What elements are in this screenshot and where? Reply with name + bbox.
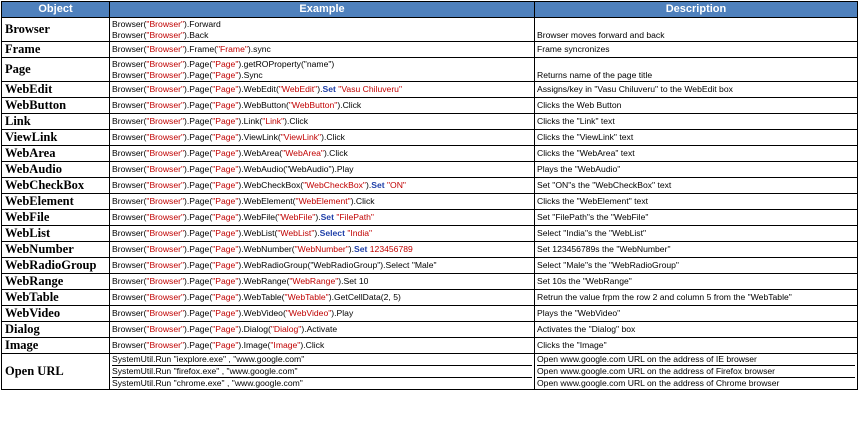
string-literal: "Browser" bbox=[146, 276, 185, 286]
description-line: Clicks the "WebElement" text bbox=[537, 196, 649, 206]
code-text: SystemUtil.Run "firefox.exe" , "www.google.com" bbox=[112, 366, 298, 376]
code-text: Browser( bbox=[112, 276, 147, 286]
description-line: Set "ON"s the "WebCheckBox" text bbox=[537, 180, 672, 190]
code-text: ).Page( bbox=[184, 84, 213, 94]
table-row bbox=[2, 274, 858, 290]
object-cell: Image bbox=[2, 338, 110, 354]
table-row bbox=[2, 98, 858, 114]
code-line bbox=[112, 180, 532, 191]
qtp-objects-table bbox=[1, 1, 858, 390]
code-text: ).Click bbox=[323, 148, 348, 158]
description-cell bbox=[535, 146, 858, 162]
code-text: Browser( bbox=[112, 260, 147, 270]
string-literal: "Page" bbox=[212, 164, 239, 174]
string-literal: "WebButton" bbox=[288, 100, 338, 110]
code-line bbox=[112, 365, 532, 377]
description-cell bbox=[535, 242, 858, 258]
description-line: Select "India"s the "WebList" bbox=[537, 228, 647, 238]
object-cell: WebButton bbox=[2, 98, 110, 114]
string-literal: "Page" bbox=[212, 324, 239, 334]
keyword: Set bbox=[322, 84, 336, 94]
string-literal: "WebArea" bbox=[282, 148, 324, 158]
object-cell: Open URL bbox=[2, 354, 110, 390]
string-literal: "WebRange" bbox=[289, 276, 339, 286]
code-text: ).Page( bbox=[184, 69, 213, 80]
description-line: Open www.google.com URL on the address of Chrome browser bbox=[537, 377, 855, 389]
description-cell bbox=[535, 82, 858, 98]
code-text: ).WebRange( bbox=[238, 276, 290, 286]
code-text: ).Page( bbox=[184, 324, 213, 334]
code-text: ).WebElement( bbox=[238, 196, 296, 206]
code-text: ).WebButton( bbox=[238, 100, 289, 110]
string-literal: "Page" bbox=[212, 58, 239, 69]
table-row bbox=[2, 322, 858, 338]
code-text: ).WebNumber( bbox=[238, 244, 295, 254]
example-cell bbox=[110, 210, 535, 226]
string-literal: 123456789 bbox=[369, 244, 413, 254]
example-cell bbox=[110, 114, 535, 130]
code-text: Browser( bbox=[112, 69, 147, 80]
code-text: ).Page( bbox=[184, 260, 213, 270]
code-text: Browser( bbox=[112, 18, 147, 29]
code-text: Browser( bbox=[112, 196, 147, 206]
string-literal: "Browser" bbox=[146, 116, 185, 126]
code-text: ).Page( bbox=[184, 132, 213, 142]
code-text: ).Link( bbox=[238, 116, 263, 126]
code-text: ).WebTable( bbox=[238, 292, 285, 302]
code-line bbox=[112, 228, 532, 239]
code-text: SystemUtil.Run "chrome.exe" , "www.google.com" bbox=[112, 378, 303, 388]
description-line: Open www.google.com URL on the address of IE browser bbox=[537, 354, 757, 364]
description-line: Clicks the "WebArea" text bbox=[537, 148, 635, 158]
description-line: Set 123456789s the "WebNumber" bbox=[537, 244, 671, 254]
description-cell bbox=[535, 42, 858, 58]
table-row bbox=[2, 162, 858, 178]
code-line bbox=[112, 260, 532, 271]
code-text: ).Page( bbox=[184, 308, 213, 318]
object-cell: Frame bbox=[2, 42, 110, 58]
example-cell bbox=[110, 162, 535, 178]
code-text: ).Page( bbox=[184, 276, 213, 286]
object-cell: WebRadioGroup bbox=[2, 258, 110, 274]
string-literal: "Page" bbox=[212, 180, 239, 190]
string-literal: "Browser" bbox=[146, 180, 185, 190]
example-column-header: Example bbox=[110, 2, 535, 18]
string-literal: "Page" bbox=[212, 276, 239, 286]
description-line: Plays the "WebAudio" bbox=[537, 164, 621, 174]
code-text: ).Click bbox=[300, 340, 325, 350]
code-text: ).Activate bbox=[301, 324, 338, 334]
example-cell bbox=[110, 306, 535, 322]
description-cell bbox=[535, 18, 858, 42]
table-row bbox=[2, 354, 858, 390]
string-literal: "Browser" bbox=[146, 58, 185, 69]
string-literal: "Page" bbox=[212, 100, 239, 110]
object-cell: Dialog bbox=[2, 322, 110, 338]
string-literal: "Page" bbox=[212, 212, 239, 222]
code-text: ). bbox=[365, 180, 372, 190]
string-literal: "Browser" bbox=[146, 260, 185, 270]
table-row bbox=[2, 290, 858, 306]
description-cell bbox=[535, 338, 858, 354]
object-cell: WebTable bbox=[2, 290, 110, 306]
description-cell bbox=[535, 258, 858, 274]
description-line: Select "Male"s the "WebRadioGroup" bbox=[537, 260, 679, 270]
string-literal: "Browser" bbox=[146, 292, 185, 302]
string-literal: "Vasu Chiluveru" bbox=[338, 84, 403, 94]
code-text: ).Play bbox=[331, 308, 354, 318]
code-line bbox=[112, 70, 532, 81]
code-text: ).Click bbox=[350, 196, 375, 206]
code-text: ). bbox=[315, 212, 321, 222]
code-text: ).sync bbox=[247, 44, 271, 54]
example-cell bbox=[110, 290, 535, 306]
string-literal: "Page" bbox=[212, 292, 239, 302]
string-literal: "Page" bbox=[212, 340, 239, 350]
description-line: Clicks the "Link" text bbox=[537, 116, 615, 126]
code-text: ).Page( bbox=[184, 212, 213, 222]
code-text: ).Dialog( bbox=[238, 324, 271, 334]
example-cell bbox=[110, 98, 535, 114]
code-text: ). bbox=[317, 84, 323, 94]
code-line bbox=[112, 148, 532, 159]
example-cell bbox=[110, 322, 535, 338]
string-literal: "WebFile" bbox=[277, 212, 316, 222]
example-cell bbox=[110, 178, 535, 194]
example-cell bbox=[110, 58, 535, 82]
description-line: Returns name of the page title bbox=[537, 69, 653, 80]
code-text: ).Click bbox=[337, 100, 362, 110]
code-text: ).Click bbox=[321, 132, 345, 142]
description-line: Frame syncronizes bbox=[537, 44, 610, 54]
code-text: ).getROProperty("name") bbox=[238, 58, 335, 69]
keyword: Set bbox=[371, 180, 385, 190]
code-text: ).Page( bbox=[184, 180, 213, 190]
description-line: Retrun the value frpm the row 2 and column 5 from the "WebTable" bbox=[537, 292, 792, 302]
code-text: SystemUtil.Run "iexplore.exe" , "www.google.com" bbox=[112, 354, 305, 364]
string-literal: "WebCheckBox" bbox=[303, 180, 366, 190]
description-cell bbox=[535, 226, 858, 242]
description-cell bbox=[535, 194, 858, 210]
string-literal: "Browser" bbox=[146, 228, 185, 238]
description-line: Set "FilePath"s the "WebFile" bbox=[537, 212, 649, 222]
description-cell bbox=[535, 58, 858, 82]
example-cell bbox=[110, 130, 535, 146]
code-text: Browser( bbox=[112, 180, 147, 190]
object-cell: Page bbox=[2, 58, 110, 82]
example-cell bbox=[110, 194, 535, 210]
description-cell bbox=[535, 290, 858, 306]
string-literal: "WebTable" bbox=[284, 292, 329, 302]
table-row bbox=[2, 210, 858, 226]
code-line bbox=[112, 116, 532, 127]
code-text: ).Page( bbox=[184, 164, 213, 174]
table-row bbox=[2, 242, 858, 258]
code-text: ).Frame( bbox=[184, 44, 217, 54]
code-line bbox=[112, 324, 532, 335]
object-cell: WebList bbox=[2, 226, 110, 242]
object-cell: WebCheckBox bbox=[2, 178, 110, 194]
example-cell bbox=[110, 354, 535, 390]
table-row bbox=[2, 258, 858, 274]
string-literal: "WebEdit" bbox=[278, 84, 318, 94]
code-line bbox=[112, 164, 532, 175]
code-text: ).WebList( bbox=[238, 228, 278, 238]
string-literal: "WebNumber" bbox=[294, 244, 349, 254]
code-text: Browser( bbox=[112, 84, 147, 94]
code-text: ).Click bbox=[284, 116, 309, 126]
table-row bbox=[2, 194, 858, 210]
description-line: Open www.google.com URL on the address of Firefox browser bbox=[537, 365, 855, 377]
object-cell: WebEdit bbox=[2, 82, 110, 98]
string-literal: "Browser" bbox=[146, 308, 185, 318]
description-line bbox=[537, 19, 855, 30]
code-text: ).WebEdit( bbox=[238, 84, 279, 94]
description-cell bbox=[535, 178, 858, 194]
code-text: ).Page( bbox=[184, 340, 213, 350]
example-cell bbox=[110, 226, 535, 242]
table-body bbox=[2, 18, 858, 390]
table-row bbox=[2, 226, 858, 242]
table-row bbox=[2, 82, 858, 98]
keyword: Set bbox=[354, 244, 368, 254]
code-line bbox=[112, 132, 532, 143]
string-literal: "Frame" bbox=[216, 44, 248, 54]
description-line: Clicks the Web Button bbox=[537, 100, 622, 110]
string-literal: "Browser" bbox=[146, 324, 185, 334]
code-text: Browser( bbox=[112, 340, 147, 350]
string-literal: "ON" bbox=[386, 180, 406, 190]
code-text: Browser( bbox=[112, 44, 147, 54]
object-cell: WebElement bbox=[2, 194, 110, 210]
string-literal: "WebList" bbox=[277, 228, 315, 238]
string-literal: "Page" bbox=[212, 69, 239, 80]
object-cell: WebNumber bbox=[2, 242, 110, 258]
code-line bbox=[112, 377, 532, 389]
object-cell: Browser bbox=[2, 18, 110, 42]
string-literal: "Page" bbox=[212, 84, 239, 94]
code-text: ).WebFile( bbox=[238, 212, 278, 222]
string-literal: "Browser" bbox=[146, 340, 185, 350]
string-literal: "Page" bbox=[212, 244, 239, 254]
string-literal: "Page" bbox=[212, 308, 239, 318]
code-text: ).WebRadioGroup("WebRadioGroup").Select "Male" bbox=[238, 260, 437, 270]
string-literal: "Browser" bbox=[146, 69, 185, 80]
string-literal: "Page" bbox=[212, 196, 239, 206]
string-literal: "FilePath" bbox=[336, 212, 374, 222]
code-text: ). bbox=[348, 244, 355, 254]
example-cell bbox=[110, 242, 535, 258]
string-literal: "WebVideo" bbox=[285, 308, 332, 318]
code-line bbox=[112, 44, 532, 55]
code-text: ).ViewLink( bbox=[238, 132, 281, 142]
header-row bbox=[2, 2, 858, 18]
code-text: Browser( bbox=[112, 212, 147, 222]
string-literal: "Browser" bbox=[146, 148, 185, 158]
description-cell bbox=[535, 306, 858, 322]
description-line: Set 10s the "WebRange" bbox=[537, 276, 632, 286]
object-cell: ViewLink bbox=[2, 130, 110, 146]
code-text: ).Page( bbox=[184, 116, 213, 126]
example-cell bbox=[110, 42, 535, 58]
code-line bbox=[112, 196, 532, 207]
code-text: Browser( bbox=[112, 324, 147, 334]
string-literal: "Browser" bbox=[146, 244, 185, 254]
code-text: ).Page( bbox=[184, 196, 213, 206]
table-row bbox=[2, 338, 858, 354]
description-cell bbox=[535, 274, 858, 290]
object-cell: WebAudio bbox=[2, 162, 110, 178]
code-line bbox=[112, 19, 532, 30]
code-text: Browser( bbox=[112, 228, 147, 238]
code-line bbox=[112, 84, 532, 95]
object-cell: WebArea bbox=[2, 146, 110, 162]
code-text: Browser( bbox=[112, 244, 147, 254]
code-text: ).WebArea( bbox=[238, 148, 283, 158]
string-literal: "Link" bbox=[262, 116, 285, 126]
table-row bbox=[2, 58, 858, 82]
table-row bbox=[2, 42, 858, 58]
description-cell bbox=[535, 114, 858, 130]
description-cell bbox=[535, 354, 858, 390]
table-row bbox=[2, 130, 858, 146]
description-cell bbox=[535, 210, 858, 226]
code-text: ).Image( bbox=[238, 340, 271, 350]
table-row bbox=[2, 146, 858, 162]
table-row bbox=[2, 18, 858, 42]
code-text: ). bbox=[314, 228, 320, 238]
code-line bbox=[112, 276, 532, 287]
object-cell: WebFile bbox=[2, 210, 110, 226]
description-line: Assigns/key in "Vasu Chiluveru" to the WebEdit box bbox=[537, 84, 733, 94]
code-text: ).Back bbox=[184, 29, 209, 40]
string-literal: "Browser" bbox=[146, 18, 185, 29]
code-text: ).Page( bbox=[184, 244, 213, 254]
description-line: Clicks the "Image" bbox=[537, 340, 607, 350]
example-cell bbox=[110, 274, 535, 290]
table-row bbox=[2, 114, 858, 130]
keyword: Select bbox=[319, 228, 345, 238]
description-cell bbox=[535, 322, 858, 338]
code-text: ).GetCellData(2, 5) bbox=[328, 292, 401, 302]
code-text: Browser( bbox=[112, 164, 147, 174]
string-literal: "Image" bbox=[270, 340, 301, 350]
object-cell: WebVideo bbox=[2, 306, 110, 322]
description-cell bbox=[535, 130, 858, 146]
string-literal: "ViewLink" bbox=[280, 132, 322, 142]
object-column-header: Object bbox=[2, 2, 110, 18]
description-line bbox=[537, 59, 855, 70]
description-column-header: Description bbox=[535, 2, 858, 18]
string-literal: "Browser" bbox=[146, 132, 185, 142]
keyword: Set bbox=[320, 212, 334, 222]
example-cell bbox=[110, 338, 535, 354]
description-line: Clicks the "ViewLink" text bbox=[537, 132, 634, 142]
code-text: ).Page( bbox=[184, 228, 213, 238]
string-literal: "Browser" bbox=[146, 100, 185, 110]
example-cell bbox=[110, 146, 535, 162]
code-text: ).Sync bbox=[238, 69, 263, 80]
code-line bbox=[112, 354, 532, 365]
object-cell: WebRange bbox=[2, 274, 110, 290]
code-line bbox=[112, 30, 532, 41]
string-literal: "Page" bbox=[212, 148, 239, 158]
code-text: ).Forward bbox=[184, 18, 221, 29]
string-literal: "Page" bbox=[212, 228, 239, 238]
string-literal: "Browser" bbox=[146, 44, 185, 54]
description-line: Plays the "WebVideo" bbox=[537, 308, 621, 318]
code-text: Browser( bbox=[112, 148, 147, 158]
string-literal: "Page" bbox=[212, 260, 239, 270]
table-row bbox=[2, 306, 858, 322]
string-literal: "WebElement" bbox=[295, 196, 351, 206]
code-text: ).Set 10 bbox=[338, 276, 369, 286]
example-cell bbox=[110, 82, 535, 98]
code-line bbox=[112, 308, 532, 319]
code-text: Browser( bbox=[112, 29, 147, 40]
code-text: ).Page( bbox=[184, 58, 213, 69]
code-text: ).Page( bbox=[184, 148, 213, 158]
description-cell bbox=[535, 98, 858, 114]
code-line bbox=[112, 244, 532, 255]
code-line bbox=[112, 340, 532, 351]
description-line: Browser moves forward and back bbox=[537, 29, 665, 40]
code-text: Browser( bbox=[112, 308, 147, 318]
code-text: Browser( bbox=[112, 116, 147, 126]
code-line bbox=[112, 100, 532, 111]
string-literal: "Browser" bbox=[146, 196, 185, 206]
code-text: Browser( bbox=[112, 100, 147, 110]
string-literal: "India" bbox=[347, 228, 373, 238]
string-literal: "Browser" bbox=[146, 84, 185, 94]
description-line: Activates the "Dialog" box bbox=[537, 324, 636, 334]
description-cell bbox=[535, 162, 858, 178]
string-literal: "Page" bbox=[212, 116, 239, 126]
string-literal: "Browser" bbox=[146, 212, 185, 222]
code-text: Browser( bbox=[112, 58, 147, 69]
string-literal: "Dialog" bbox=[270, 324, 302, 334]
code-text: ).WebCheckBox( bbox=[238, 180, 304, 190]
object-cell: Link bbox=[2, 114, 110, 130]
code-text: Browser( bbox=[112, 292, 147, 302]
code-text: ).WebAudio("WebAudio").Play bbox=[238, 164, 354, 174]
code-text: Browser( bbox=[112, 132, 147, 142]
code-line bbox=[112, 59, 532, 70]
example-cell bbox=[110, 258, 535, 274]
string-literal: "Page" bbox=[212, 132, 239, 142]
code-text: ).Page( bbox=[184, 292, 213, 302]
example-cell bbox=[110, 18, 535, 42]
code-line bbox=[112, 212, 532, 223]
string-literal: "Browser" bbox=[146, 164, 185, 174]
string-literal: "Browser" bbox=[146, 29, 185, 40]
code-text: ).WebVideo( bbox=[238, 308, 286, 318]
table-row bbox=[2, 178, 858, 194]
code-line bbox=[112, 292, 532, 303]
code-text: ).Page( bbox=[184, 100, 213, 110]
